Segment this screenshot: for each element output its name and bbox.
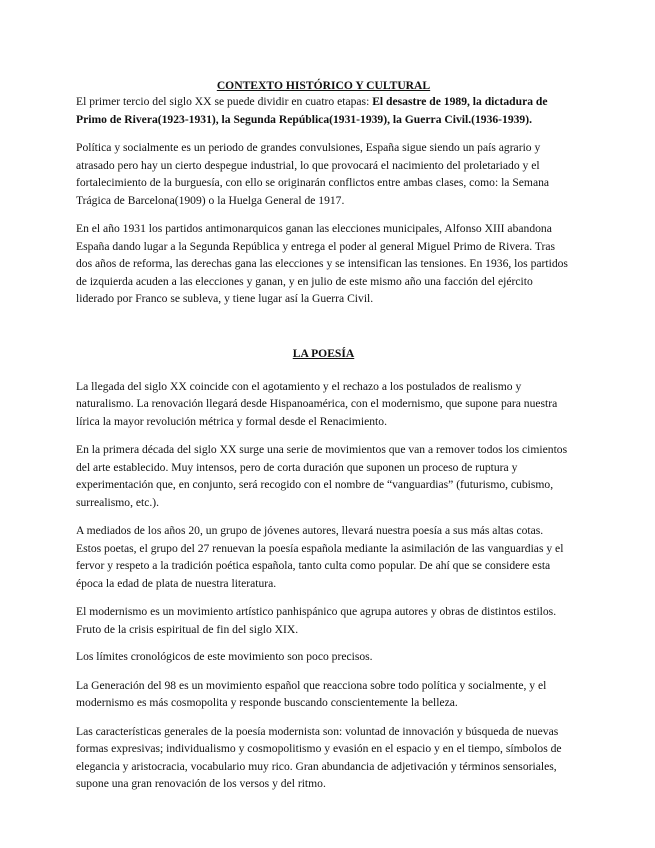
paragraph-generation-27: A mediados de los años 20, un grupo de jóvenes autores, llevará nuestra poesía a sus más altas cotas. Estos poetas, el grupo del 27 renuevan la poesía española mediante la asimilación de las vanguardias y el fervor y respeto a la tradición poética española, tanto culta como popular. De ahí que se considere esta época la edad de plata de nuestra literatura. bbox=[76, 524, 564, 590]
paragraph-characteristics: Las características generales de la poesía modernista son: voluntad de innovación y búsqueda de nuevas formas expresivas; individualismo y cosmopolitismo y evasión en el espacio y en el tiempo, símbolos de elegancia y aristocracia, vocabulario muy rico. Gran abundancia de adjetivación y términos sensoriales, supone una gran renovación de los versos y del ritmo. bbox=[76, 724, 562, 790]
paragraph-social-context: Política y socialmente es un periodo de grandes convulsiones, España sigue siendo un país agrario y atrasado pero hay un cierto despegue industrial, lo que provocará el nacimiento del proletariado y el fortalecimiento de la burguesía, con ello se originarán conflictos entre ambas clases, como: la Semana Trágica de Barcelona(1909) o la Huelga General de 1917. bbox=[76, 141, 550, 207]
paragraph-political-events: En el año 1931 los partidos antimonarquicos ganan las elecciones municipales, Alfonso XIII abandona España dando lugar a la Segunda República y entrega el poder al general Miguel Primo de Rivera. Tras dos años de reforma, las derechas gana las elecciones y se intensifican las tensiones. En 1936, los partidos de izquierda acuden a las elecciones y ganan, y en julio de este mismo año una facción del ejército liderado por Franco se subleva, y tiene lugar así la Guerra Civil. bbox=[76, 222, 568, 305]
paragraph-arrival-xx: La llegada del siglo XX coincide con el agotamiento y el rechazo a los postulados de realismo y naturalismo. La renovación llegará desde Hispanoamérica, con el modernismo, que supone para nuestra lírica la mayor revolución métrica y formal desde el Renacimiento. bbox=[76, 379, 558, 428]
section-title-poetry: LA POESÍA bbox=[292, 346, 355, 360]
paragraph-generation-98: La Generación del 98 es un movimiento español que reacciona sobre todo política y socialmente, y el modernismo es más cosmopolita y responde buscando conscientemente la belleza. bbox=[76, 678, 547, 709]
paragraph-chronological-limits: Los límites cronológicos de este movimiento son poco precisos. bbox=[76, 650, 373, 663]
section-title-context: CONTEXTO HISTÓRICO Y CULTURAL bbox=[216, 79, 431, 92]
paragraph-vanguards: En la primera década del siglo XX surge una serie de movimientos que van a remover todos los cimientos del arte establecido. Muy intensos, pero de corta duración que suponen un proceso de ruptura y experimentación que, en conjunto, será recogido con el nombre de “vanguardias” (futurismo, cubismo, surrealismo, etc.). bbox=[76, 443, 568, 509]
document-page bbox=[76, 0, 571, 793]
paragraph-stages-intro: El primer tercio del siglo XX se puede dividir en cuatro etapas: bbox=[76, 95, 373, 108]
paragraph-stages-bold: El desastre de 1989, la dictadura de Primo de Rivera(1923-1931), la Segunda República(1931-1939), la Guerra Civil.(1936-1939). bbox=[76, 95, 548, 126]
paragraph-stages bbox=[76, 93, 571, 128]
paragraph-modernism: El modernismo es un movimiento artístico panhispánico que agrupa autores y obras de distintos estilos. Fruto de la crisis espiritual de fin del siglo XIX. bbox=[76, 605, 557, 636]
